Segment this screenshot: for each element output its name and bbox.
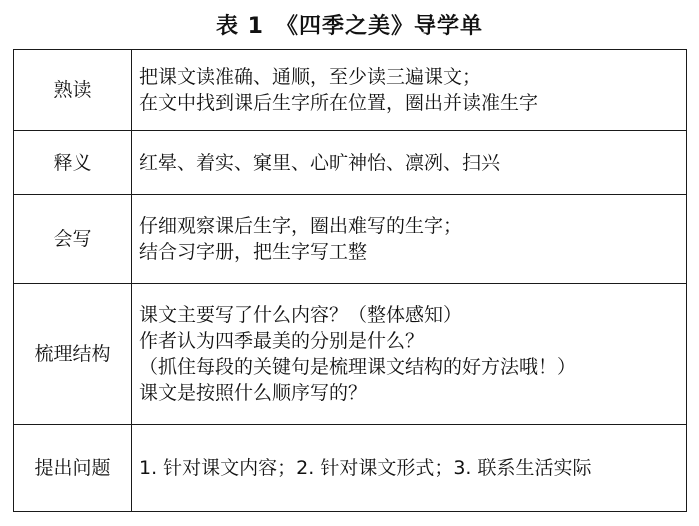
- content-line: 结合习字册，把生字写工整: [139, 241, 368, 263]
- row-content-questions: [132, 425, 687, 512]
- table-row: [14, 131, 687, 195]
- row-label-writing: 会写: [14, 195, 132, 284]
- content-line: 仔细观察课后生字，圈出难写的生字；: [139, 215, 463, 237]
- content-line: 在文中找到课后生字所在位置，圈出并读准生字: [139, 92, 539, 114]
- table-row: [14, 284, 687, 425]
- row-label-questions: 提出问题: [14, 425, 132, 512]
- content-line: 红晕、着实、窠里、心旷神怡、凛冽、扫兴: [139, 151, 501, 174]
- guide-table: [13, 49, 687, 512]
- row-content-reading: [132, 50, 687, 131]
- row-content-writing: [132, 195, 687, 284]
- table-row: [14, 195, 687, 284]
- content-line: 课文是按照什么顺序写的？: [139, 382, 368, 404]
- table-row: [14, 50, 687, 131]
- table-title: 表 1 《四季之美》导学单: [216, 14, 483, 39]
- row-label-meaning: 释义: [14, 131, 132, 195]
- row-label-structure: 梳理结构: [14, 284, 132, 425]
- content-line: 课文主要写了什么内容？（整体感知）: [139, 304, 463, 326]
- row-label-reading: 熟读: [14, 50, 132, 131]
- content-line: （抓住每段的关键句是梳理课文结构的好方法哦！）: [139, 356, 577, 378]
- table-row: [14, 425, 687, 512]
- row-content-meaning: [132, 131, 687, 195]
- row-content-structure: [132, 284, 687, 425]
- content-line: 作者认为四季最美的分别是什么？: [139, 330, 425, 352]
- content-line: 1. 针对课文内容；2. 针对课文形式；3. 联系生活实际: [139, 457, 592, 479]
- content-line: 把课文读准确、通顺，至少读三遍课文；: [139, 66, 482, 88]
